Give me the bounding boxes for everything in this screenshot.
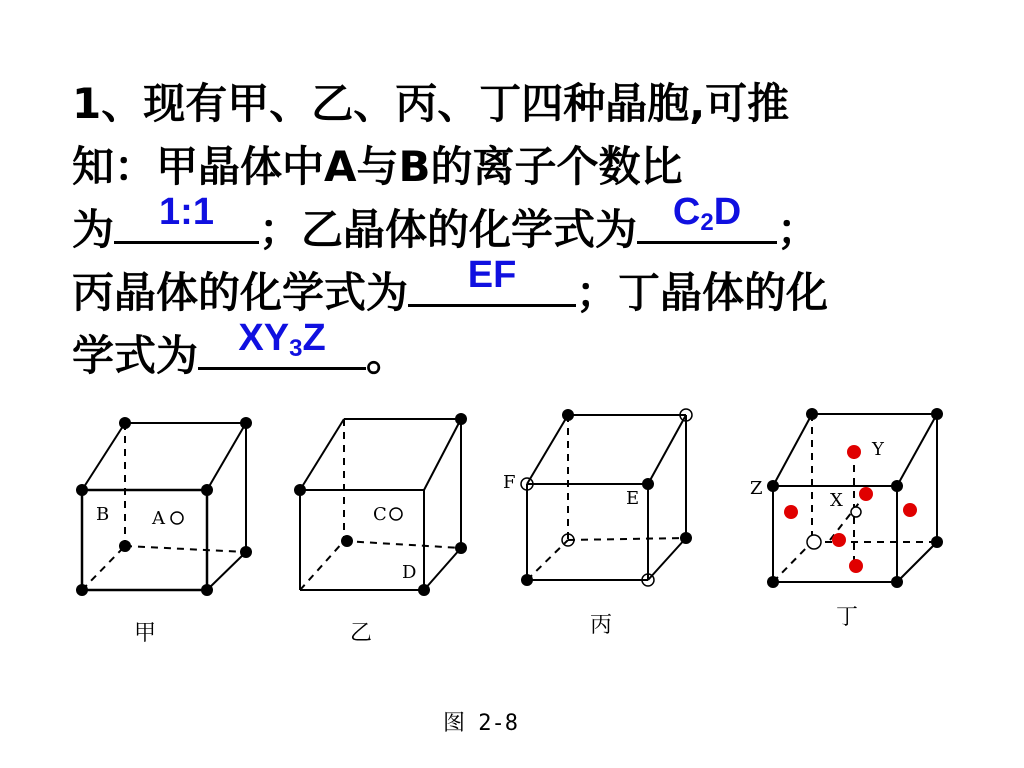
answer-yi-main: C	[672, 191, 701, 233]
label-e: E	[626, 488, 640, 509]
figure-caption: 图 2-8	[443, 711, 518, 736]
cell-jia	[76, 417, 252, 646]
cell-ding	[750, 408, 943, 630]
caption-yi: 乙	[350, 621, 373, 646]
answer-yi-subscript: 2	[700, 209, 714, 236]
question-text-segment: 为	[72, 205, 115, 254]
caption-jia: 甲	[134, 621, 157, 646]
question-text-segment: ；丁晶体的化	[576, 268, 829, 317]
answer-ding-subscript: 3	[289, 335, 303, 362]
question-text-segment: 。	[366, 331, 409, 380]
ion-open-circle	[807, 535, 821, 549]
label-d: D	[402, 562, 417, 583]
answer-yi-tail: D	[713, 191, 742, 233]
label-x: X	[830, 490, 843, 511]
question-text-segment: ；乙晶体的化学式为	[259, 205, 638, 254]
question-text-segment: 学式为	[72, 331, 199, 380]
caption-ding: 丁	[836, 605, 859, 630]
question-text-segment: ；	[777, 205, 820, 254]
label-a: A	[152, 508, 165, 529]
answer-bing: EF	[467, 254, 517, 296]
label-c: C	[373, 504, 387, 525]
answer-ding-tail: Z	[302, 317, 326, 359]
cell-bing	[503, 409, 692, 638]
question-text-segment: 丙晶体的化学式为	[72, 268, 409, 317]
ion-x-center	[851, 507, 861, 517]
ion-c-open-circle	[390, 508, 402, 520]
caption-bing: 丙	[590, 613, 613, 638]
label-f: F	[503, 472, 516, 493]
cell-yi	[294, 413, 467, 646]
label-b: B	[96, 504, 110, 525]
label-y: Y	[872, 439, 884, 460]
answer-jia: 1:1	[159, 191, 214, 233]
ion-a-open-circle	[171, 512, 183, 524]
question-line-1: 1、现有甲、乙、丙、丁四种晶胞,可推	[72, 79, 790, 128]
answer-ding-main: XY	[238, 317, 290, 359]
label-z: Z	[750, 478, 763, 499]
question-line-2: 知：甲晶体中A与B的离子个数比	[72, 142, 683, 191]
